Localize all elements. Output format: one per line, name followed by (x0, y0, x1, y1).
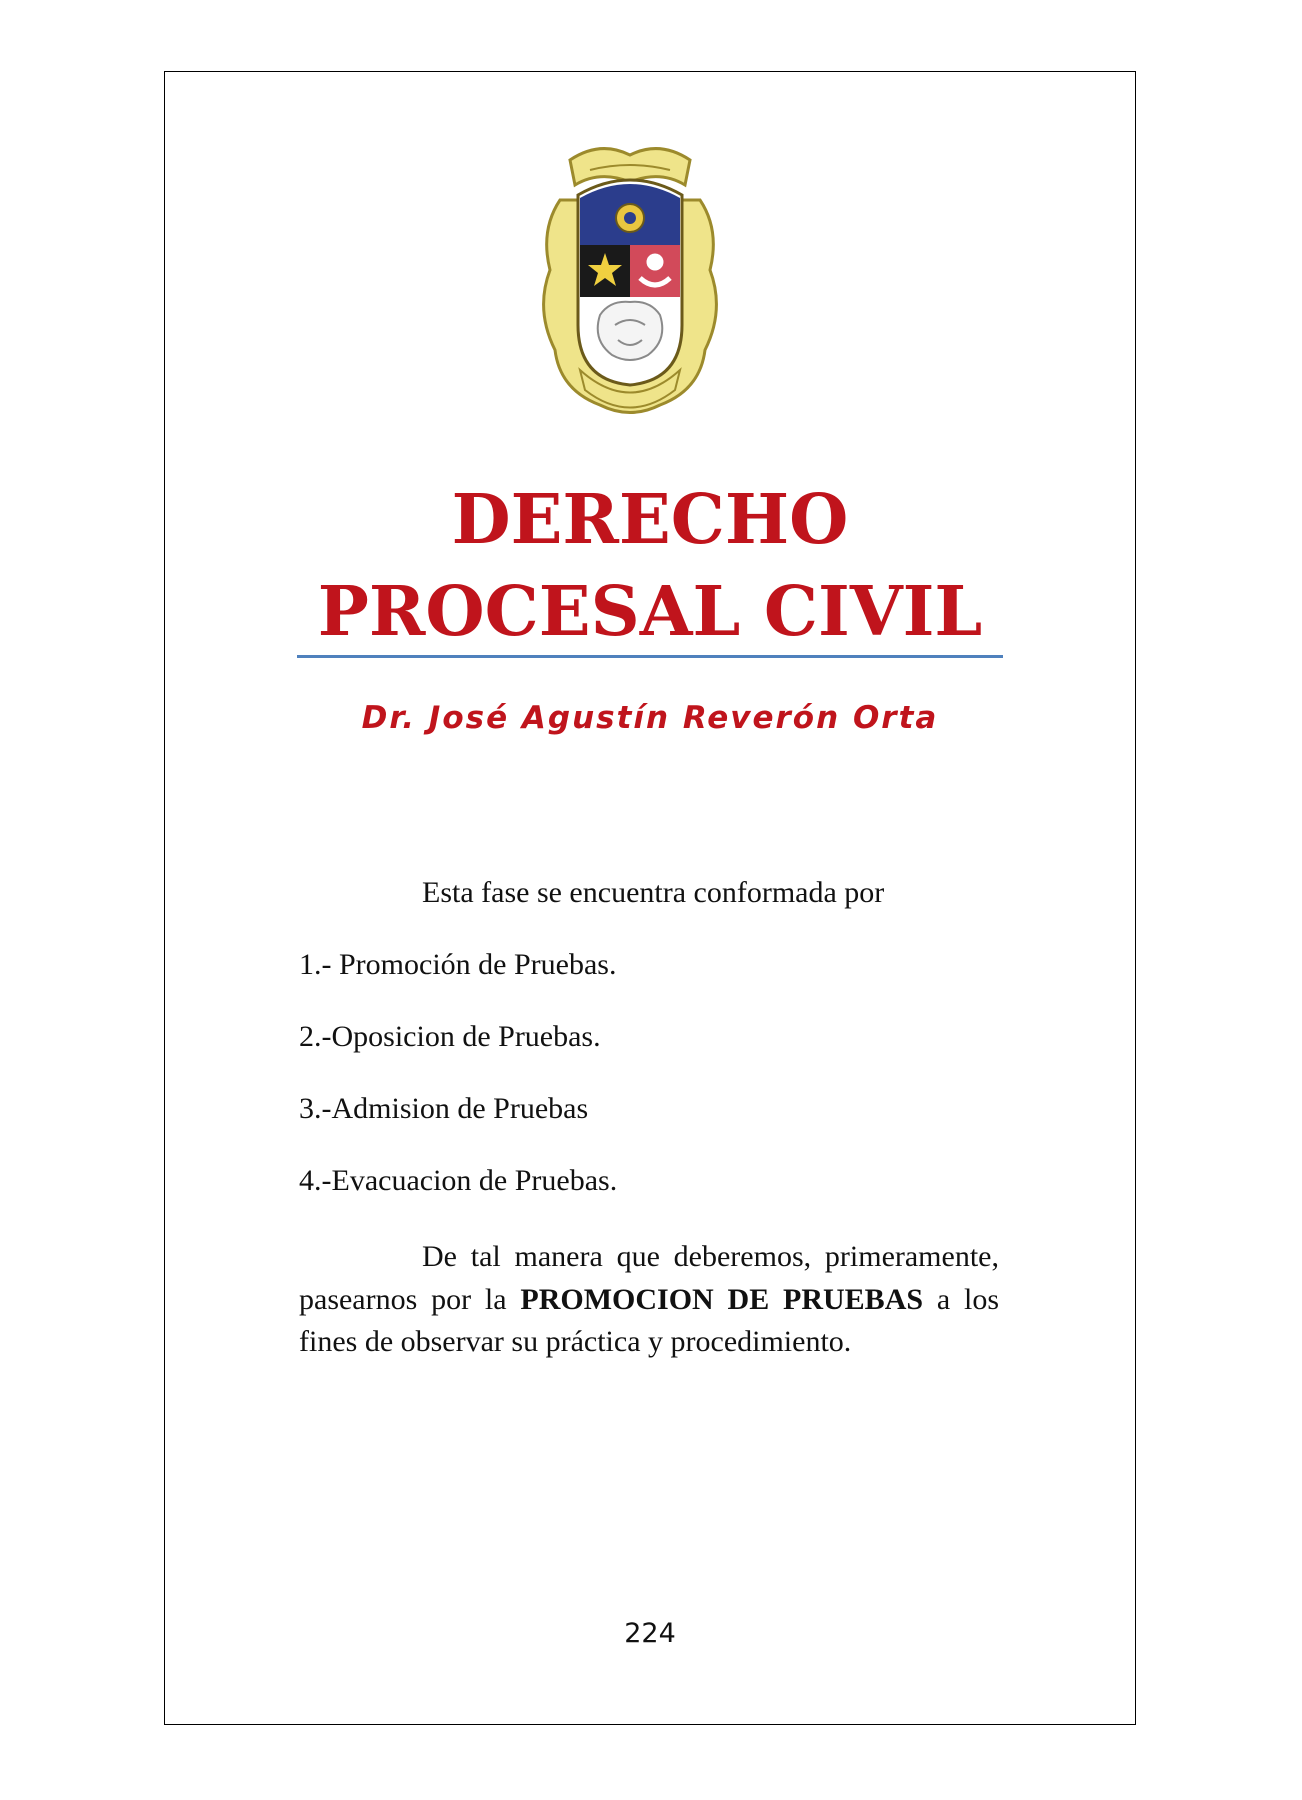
list-item: 3.-Admision de Pruebas (299, 1092, 589, 1125)
page-number: 224 (624, 1618, 676, 1649)
closing-paragraph (299, 1236, 999, 1364)
closing-text-part-1: De tal manera que deberemos, primeramente, pasearnos por la (299, 1240, 999, 1316)
author-name: Dr. José Agustín Reverón Orta (361, 700, 939, 736)
list-item: 2.-Oposicion de Pruebas. (299, 1020, 601, 1053)
intro-paragraph: Esta fase se encuentra conformada por (422, 876, 885, 909)
closing-text-part-2: a los fines de observar su práctica y procedimiento. (299, 1282, 1000, 1358)
title-line-1: DERECHO (451, 480, 849, 560)
closing-bold-term: PROMOCION DE PRUEBAS (520, 1282, 924, 1316)
title-divider (297, 655, 1003, 658)
university-coat-of-arms-icon (530, 140, 730, 420)
list-item: 4.-Evacuacion de Pruebas. (299, 1164, 618, 1197)
document-title (164, 474, 1136, 658)
title-line-2: PROCESAL CIVIL (317, 572, 983, 652)
list-item: 1.- Promoción de Pruebas. (299, 948, 617, 981)
